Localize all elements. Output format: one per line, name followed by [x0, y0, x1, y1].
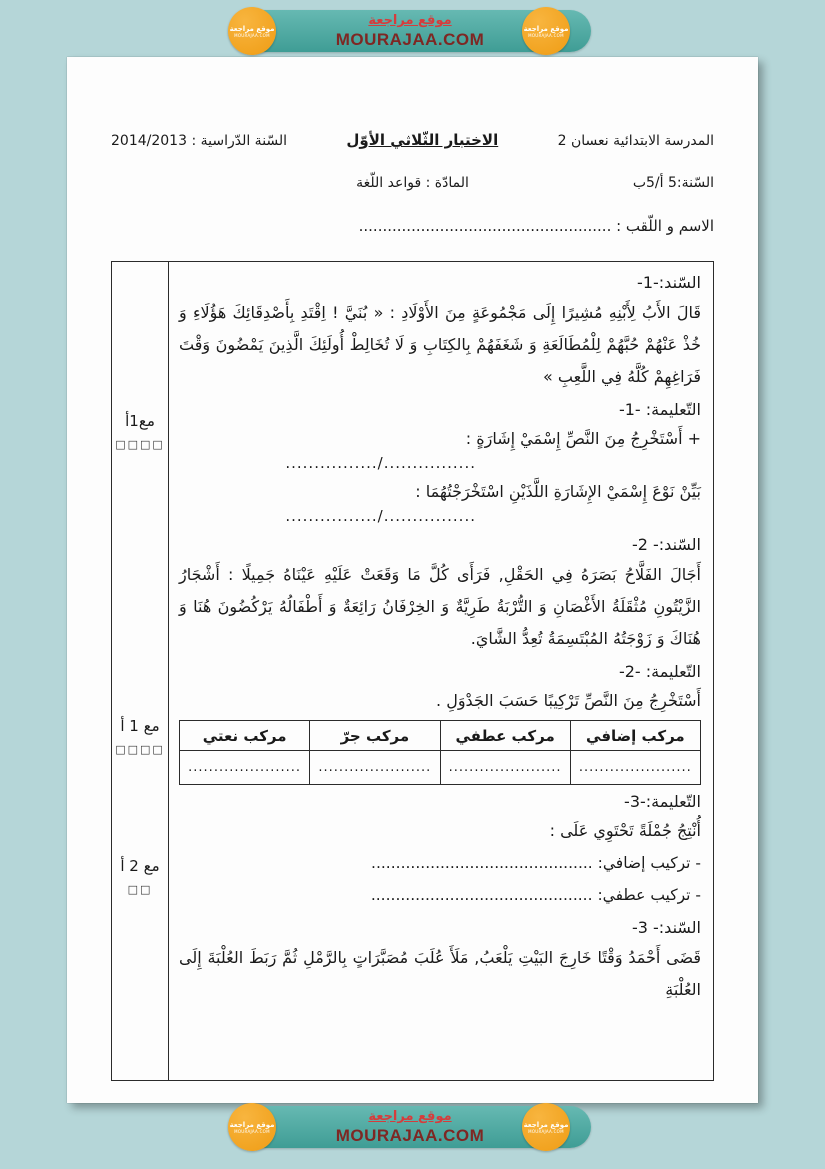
logo-url-text: MOURAJAA.COM	[528, 32, 564, 38]
student-name-line: الاسم و اللّقب : .....................................................	[358, 217, 714, 235]
logo-url-text: MOURAJAA.COM	[528, 1128, 564, 1134]
bottom-banner	[229, 1104, 591, 1150]
question-type-demonstratives: بَيِّنْ نَوْعَ إِسْمَيْ الإِشَارَةِ اللَّذَيْنِ اسْتَخْرَجْتُهُمَا :	[415, 482, 701, 501]
logo-arabic-text: موقع مراجعة	[523, 24, 569, 33]
exam-box	[111, 261, 714, 1081]
sanad-1-text: قَالَ الأَبُ لِأَبْنِهِ مُشِيرًا إِلَى مَجْمُوعَةٍ مِنَ الأَوْلَادِ : « بُنَيَّ ! اِقْتَدِ بِأَصْدِقَائِكَ هَؤُلَاءِ وَ خُذْ عَنْهُمْ حُبَّهُمْ لِلْمُطَالَعَةِ وَ شَغَفَهُمْ بِالكِتَابِ وَ لَا تُخَالِطْ أُولَئِكَ الَّذِينَ يَمْضُونَ وَقْتَ فَرَاغِهِمْ كُلَّهُ فِي اللَّعِبِ »	[179, 303, 701, 386]
mark-group-3	[112, 857, 168, 896]
table-header-cell: مركب نعتي	[180, 721, 310, 751]
instruction-1-title: التّعليمة: -1-	[618, 400, 701, 419]
sanad-2-title: السّند:- 2-	[631, 535, 701, 554]
logo-arabic-text: موقع مراجعة	[229, 24, 275, 33]
answer-dots-1: ................/................	[285, 454, 476, 472]
produce-item-atfi: - تركيب عطفي: .............................................	[370, 886, 701, 904]
table-answer-cell: ......................	[310, 751, 440, 785]
class-subject-row	[111, 175, 714, 191]
table-answer-row	[180, 751, 701, 785]
class-level: السّنة:5 أ/5ب	[632, 175, 714, 191]
document-page	[67, 57, 758, 1103]
instruction-3-title: التّعليمة:-3-	[624, 792, 701, 811]
sanad-2-text: أَجَالَ الفَلَّاحُ بَصَرَهُ فِي الحَقْلِ, فَرَأَى كُلَّ مَا وَقَعَتْ عَلَيْهِ عَيْنَاهُ جَمِيلًا : أَشْجَارُ الزَّيْتُونِ مُثْقَلَةُ الأَغْصَانِ وَ التُّرْبَةُ طَرِيَّةٌ وَ الخِرْفَانُ رَائِعَةٌ وَ أَطْفَالُهُ يَرْكُضُونَ هُنَا وَ هُنَاكَ وَ زَوْجَتُهُ المُبْتَسِمَةُ تُعِدُّ الشَّايَ.	[179, 565, 701, 648]
site-name-text: موقع مراجعة	[368, 1109, 452, 1124]
exam-title: الاختبار الثّلاثي الأوّل	[346, 131, 499, 149]
document-content	[67, 57, 758, 1081]
table-header-cell: مركب جرّ	[310, 721, 440, 751]
table-header-row	[180, 721, 701, 751]
doc-header-row	[111, 131, 714, 149]
logo-arabic-text: موقع مراجعة	[229, 1120, 275, 1129]
table-header-cell: مركب إضافي	[570, 721, 700, 751]
school-year: السّنة الدّراسية : 2014/2013	[111, 133, 288, 149]
subject: المادّة : قواعد اللّغة	[356, 175, 469, 191]
question-extract-table: أَسْتَخْرِجُ مِنَ النَّصِّ تَرْكِيبًا حَسَبَ الجَدْوَلِ .	[436, 691, 701, 710]
table-answer-cell: ......................	[440, 751, 570, 785]
site-url-text: MOURAJAA.COM	[335, 1126, 485, 1145]
mark-checkboxes: □□□□	[115, 438, 165, 451]
school-name: المدرسة الابتدائية نعسان 2	[557, 133, 714, 149]
table-answer-cell: ......................	[180, 751, 310, 785]
mark-group-1	[112, 412, 168, 451]
sanad-3-title: السّند:- 3-	[631, 918, 701, 937]
questions-area	[169, 262, 713, 1080]
sanad-1-title: السّند:-1-	[637, 273, 701, 292]
question-extract-demonstratives: + أَسْتَخْرِجُ مِنَ النَّصِّ إِسْمَيْ إِشَارَةٍ :	[465, 429, 701, 448]
mark-checkboxes: □□□□	[115, 743, 165, 756]
logo-arabic-text: موقع مراجعة	[523, 1120, 569, 1129]
logo-url-text: MOURAJAA.COM	[234, 1128, 270, 1134]
mark-group-2	[112, 717, 168, 756]
table-header-cell: مركب عطفي	[440, 721, 570, 751]
site-name-text: موقع مراجعة	[368, 13, 452, 28]
mark-checkboxes: □□	[127, 883, 153, 896]
mark-label: مع 2 أ	[120, 857, 160, 875]
instruction-2-title: التّعليمة: -2-	[618, 662, 701, 681]
mourajaa-logo-icon	[522, 7, 570, 55]
mark-label: مع 1 أ	[120, 717, 160, 735]
compounds-table	[179, 720, 701, 785]
logo-url-text: MOURAJAA.COM	[234, 32, 270, 38]
site-url-text: MOURAJAA.COM	[335, 30, 485, 49]
mourajaa-logo-icon	[228, 7, 276, 55]
question-produce-sentence: أُنْتِجُ جُمْلَةً تَحْتَوِي عَلَى :	[549, 821, 701, 840]
margin-column	[112, 262, 169, 1080]
mourajaa-logo-icon	[522, 1103, 570, 1151]
top-banner	[229, 8, 591, 54]
spacer	[111, 175, 312, 191]
sanad-3-text: قَضَى أَحْمَدُ وَقْتًا خَارِجَ البَيْتِ يَلْعَبُ, مَلَأَ عُلَبَ مُصَبَّرَاتٍ بِالرَّمْلِ ثُمَّ رَبَطَ العُلْبَةَ إِلَى العُلْبَةِ	[179, 948, 701, 999]
mourajaa-logo-icon	[228, 1103, 276, 1151]
answer-dots-2: ................/................	[285, 507, 476, 525]
produce-item-idafi: - تركيب إضافي: .............................................	[371, 854, 701, 872]
mark-label: مع1أ	[125, 412, 155, 430]
table-answer-cell: ......................	[570, 751, 700, 785]
